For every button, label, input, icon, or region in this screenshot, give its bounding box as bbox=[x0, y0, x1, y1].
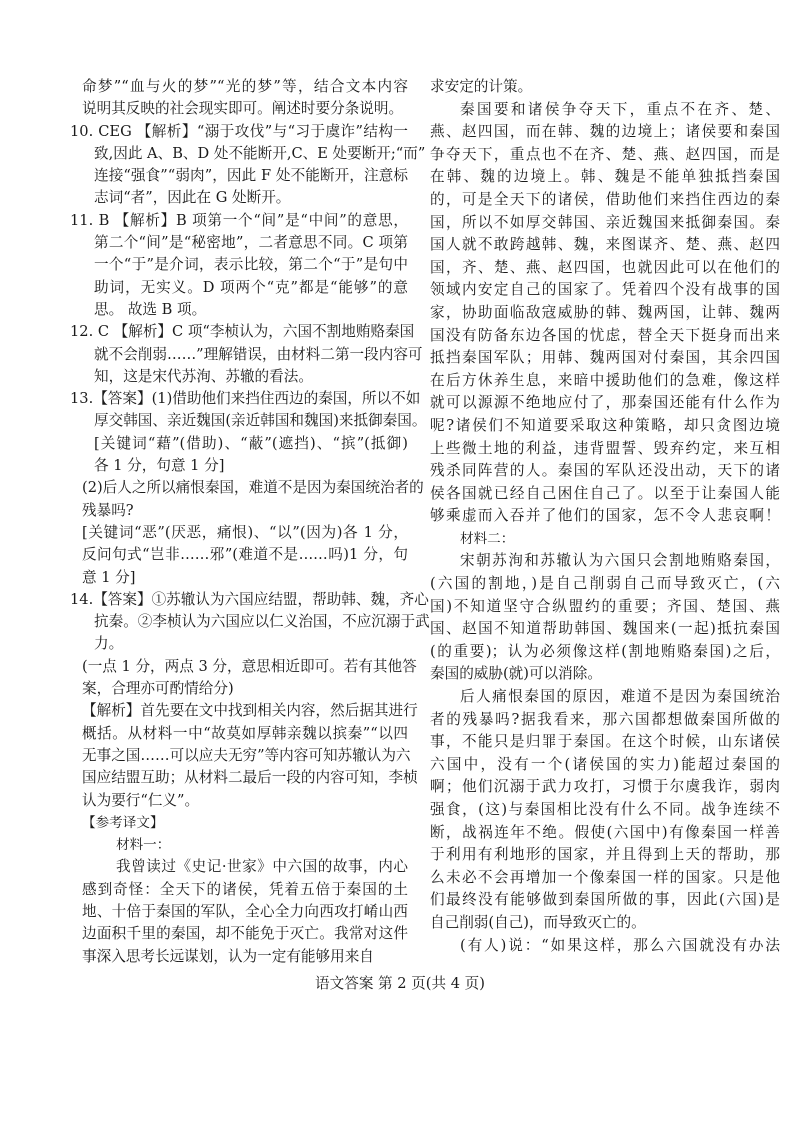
text-line: 说明其反映的社会现实即可。阐述时要分条说明。 bbox=[82, 100, 404, 118]
text-line: 地、十倍于秦国的军队，全心全力向西攻打崤山西 bbox=[82, 902, 408, 920]
text-line: (2)后人之所以痛恨秦国，难道不是因为秦国统治者的 bbox=[82, 479, 424, 497]
text-line: 的，可是全天下的诸侯，借助他们来挡住西边的秦 bbox=[430, 190, 780, 208]
text-line: 秦国的威胁(就)可以消除。 bbox=[430, 665, 602, 683]
text-line: 各 1 分，句意 1 分] bbox=[94, 457, 225, 475]
text-line: 侯各国就已经自己困住自己了。以至于让秦国人能 bbox=[430, 484, 780, 502]
text-line: 国，齐、楚、燕、赵四国，也就因此可以在他们的 bbox=[430, 258, 780, 276]
text-line: 命梦”“血与火的梦”“光的梦”等，结合文本内容 bbox=[82, 78, 408, 95]
text-line: 志词“者”，因此在 G 处断开。 bbox=[94, 189, 291, 207]
text-line: 者的残暴吗?据我看来，那六国都想做秦国所做的 bbox=[430, 710, 780, 728]
text-line: 知，这是宋代苏洵、苏辙的看法。 bbox=[94, 367, 313, 385]
text-line: 10. CEG 【解析】“溺于攻伐”与“习于虞诈”结构一 bbox=[70, 122, 408, 140]
text-line: 争夺天下，重点也不在齐、楚、燕、赵四国，而是 bbox=[430, 145, 780, 163]
text-line: 自己削弱(自己)，而导致灭亡的。 bbox=[430, 913, 646, 931]
text-line: 领域内安定自己的国家了。凭着四个没有战事的国 bbox=[430, 281, 780, 299]
text-line: 无事之国……可以应夫无穷”等内容可知苏辙认为六 bbox=[82, 746, 411, 764]
text-line: 材料一： bbox=[116, 837, 171, 854]
text-line: 强食，(这)与秦国相比没有什么不同。战争连续不 bbox=[430, 801, 780, 818]
text-line: 断，战祸连年不绝。假使(六国中)有像秦国一样善 bbox=[430, 823, 780, 841]
text-line: 助词，无实义。D 项两个“克”都是“能够”的意 bbox=[94, 278, 408, 296]
text-line: 国，所以不如厚交韩国、亲近魏国来抵御秦国。秦 bbox=[430, 213, 780, 231]
text-line: 第二个“间”是“秘密地”，二者意思不同。C 项第 bbox=[94, 234, 408, 252]
text-line: 后人痛恨秦国的原因，难道不是因为秦国统治 bbox=[460, 688, 780, 706]
text-line: 思。 故选 B 项。 bbox=[94, 300, 207, 318]
text-line: 国)不知道坚守合纵盟约的重要；齐国、楚国、燕 bbox=[430, 597, 780, 615]
text-line: 求安定的计策。 bbox=[430, 78, 533, 95]
text-line: 残杀同阵营的人。秦国的军队还没出动，天下的诸 bbox=[430, 462, 780, 480]
right-text-column bbox=[430, 76, 780, 957]
text-line: 抗秦。②李桢认为六国应以仁义治国，不应沉溺于武 bbox=[94, 613, 430, 631]
page-footer: 语文答案 第 2 页(共 4 页) bbox=[315, 975, 485, 992]
text-line: 材料二： bbox=[460, 530, 515, 547]
text-line: 国人就不敢跨越韩、魏，来图谋齐、楚、燕、赵四 bbox=[430, 236, 780, 254]
text-line: 我曾读过《史记·世家》中六国的故事，内心 bbox=[116, 858, 408, 876]
text-line: 一个“于”是介词，表示比较，第二个“于”是句中 bbox=[94, 256, 408, 274]
text-line: 燕、赵四国，而在韩、魏的边境上；诸侯要和秦国 bbox=[430, 123, 780, 141]
text-line: 宋朝苏洵和苏辙认为六国只会割地贿赂秦国， bbox=[460, 552, 780, 570]
text-line: 反问句式“岂非……邪”(难道不是……吗)1 分，句 bbox=[82, 546, 408, 564]
text-line: 就不会削弱……”理解错误，由材料二第一段内容可 bbox=[94, 345, 423, 363]
text-line: 事，不能只是归罪于秦国。在这个时候，山东诸侯 bbox=[430, 733, 780, 751]
text-line: 致,因此 A、B、D 处不能断开,C、E 处要断开;“而” bbox=[94, 144, 426, 162]
text-line: 14.【答案】①苏辙认为六国应结盟，帮助韩、魏，齐心 bbox=[70, 590, 429, 608]
text-line: 抵挡秦国军队；用韩、魏两国对付秦国，其余四国 bbox=[430, 349, 780, 367]
text-line: 事深入思考长远谋划，认为一定有能够用来自 bbox=[82, 947, 374, 965]
text-line: 【参考译文】 bbox=[82, 814, 164, 831]
text-line: 认为要行“仁义”。 bbox=[82, 791, 200, 809]
text-line: (六国的割地，)是自己削弱自己而导致灭亡，(六 bbox=[430, 575, 780, 593]
text-line: 13.【答案】(1)借助他们来挡住西边的秦国，所以不如 bbox=[70, 390, 421, 408]
text-line: 够乘虚而入吞并了他们的国家，怎不令人悲哀啊！ bbox=[430, 507, 780, 525]
text-line: 【解析】首先要在文中找到相关内容，然后据其进行 bbox=[82, 702, 418, 720]
text-line: 案，合理亦可酌情给分) bbox=[82, 680, 234, 698]
text-line: (一点 1 分，两点 3 分，意思相近即可。若有其他答 bbox=[82, 657, 417, 675]
text-line: 意 1 分] bbox=[82, 568, 136, 586]
text-line: 们最终没有能够做到秦国所做的事，因此(六国)是 bbox=[430, 891, 780, 909]
text-line: 边面积千里的秦国，却不能免于灭亡。我常对这件 bbox=[82, 925, 408, 943]
text-line: 就可以源源不绝地应付了，那秦国还能有什么作为 bbox=[430, 394, 780, 412]
text-line: 上些微土地的利益，违背盟誓、毁弃约定，来互相 bbox=[430, 439, 780, 457]
text-line: 力。 bbox=[94, 635, 124, 653]
text-line: 家，协助面临敌寇威胁的韩、魏两国，让韩、魏两 bbox=[430, 303, 780, 321]
text-line: (有人)说：“如果这样，那么六国就没有办法 bbox=[460, 936, 780, 954]
text-line: 国没有防备东边各国的忧虑，替全天下挺身而出来 bbox=[430, 326, 780, 344]
text-line: 11. B 【解析】B 项第一个“间”是“中间”的意思， bbox=[70, 211, 408, 229]
text-line: (的重要)；认为必须像这样(割地贿赂秦国)之后， bbox=[430, 642, 780, 660]
text-line: 六国中，没有一个(诸侯国的实力)能超过秦国的 bbox=[430, 755, 780, 773]
text-line: 啊；他们沉溺于武力攻打，习惯于尔虞我诈，弱肉 bbox=[430, 778, 780, 796]
text-line: 残暴吗? bbox=[82, 501, 134, 519]
text-line: 国应结盟互助；从材料二最后一段的内容可知，李桢 bbox=[82, 769, 418, 787]
text-line: 国、赵国不知道帮助韩国、魏国来(一起)抵抗秦国 bbox=[430, 620, 780, 638]
text-line: [关键词“恶”(厌恶，痛恨)、“以”(因为)各 1 分， bbox=[82, 523, 408, 541]
text-line: 于利用有利地形的国家，并且得到上天的帮助，那 bbox=[430, 846, 780, 864]
text-line: 感到奇怪：全天下的诸侯，凭着五倍于秦国的土 bbox=[82, 880, 408, 898]
text-line: 在后方休养生息，来暗中援助他们的急难，像这样 bbox=[430, 371, 780, 389]
text-line: 连接“强食”“弱肉”，因此 F 处不能断开，注意标 bbox=[94, 167, 408, 185]
text-line: 秦国要和诸侯争夺天下，重点不在齐、楚、 bbox=[460, 100, 780, 118]
text-line: 概括。从材料一中“故莫如厚韩亲魏以摈秦”“以四 bbox=[82, 724, 408, 742]
text-line: [关键词“藉”(借助)、“蔽”(遮挡)、“摈”(抵御) bbox=[94, 434, 408, 452]
text-line: 呢?诸侯们不知道要采取这种策略，却只贪图边境 bbox=[430, 416, 780, 434]
text-line: 么未必不会再增加一个像秦国一样的国家。只是他 bbox=[430, 868, 780, 886]
text-line: 厚交韩国、亲近魏国(亲近韩国和魏国)来抵御秦国。 bbox=[94, 412, 427, 430]
text-line: 在韩、魏的边境上。韩、魏是不能单独抵挡秦国 bbox=[430, 168, 780, 186]
left-text-column bbox=[70, 76, 430, 968]
text-line: 12. C 【解析】C 项“李桢认为，六国不割地贿赂秦国 bbox=[70, 323, 415, 341]
